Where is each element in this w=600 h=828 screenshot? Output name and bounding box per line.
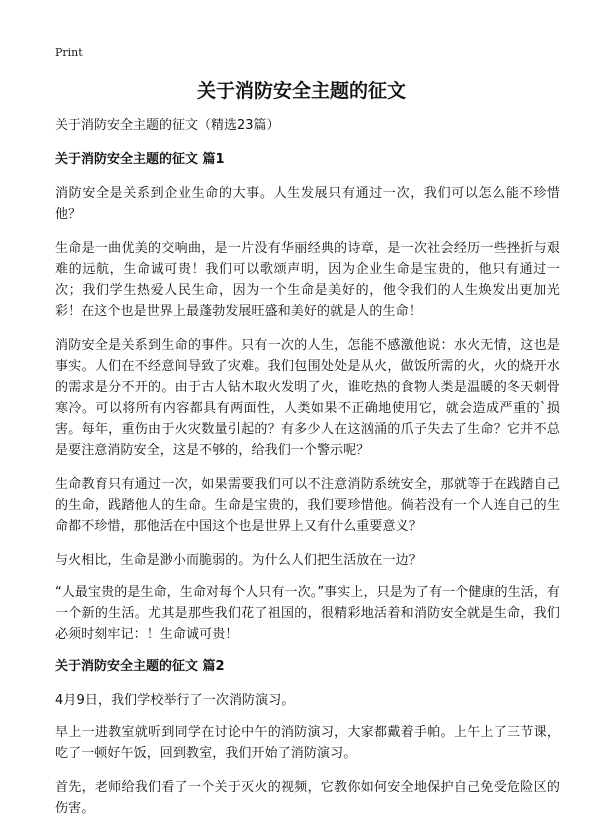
document-title: 关于消防安全主题的征文	[196, 80, 406, 102]
paragraph: 消防安全是关系到企业生命的大事。人生发展只有通过一次，我们可以怎么能不珍惜他？	[55, 186, 560, 222]
paragraph: 生命是一曲优美的交响曲，是一片没有华丽经典的诗章，是一次社会经历一些挫折与艰难的远航，生命诚可贵！我们可以歌颂声明，因为企业生命是宝贵的，他只有通过一次；我们学生热爱人民生命，因为一个生命是美好的，他令我们的人生焕发出更加光彩！在这个也是世界上最蓬勃发展旺盛和美好的就是人的生命！	[55, 241, 560, 319]
section-heading-2: 关于消防安全主题的征文 篇2	[55, 659, 225, 674]
paragraph: 首先，老师给我们看了一个关于灭火的视频，它教你如何安全地保护自己免受危险区的伤害。	[55, 780, 560, 816]
document-subtitle: 关于消防安全主题的征文（精选23篇）	[55, 118, 280, 133]
paragraph: 与火相比，生命是渺小而脆弱的。为什么人们把生活放在一边？	[55, 553, 422, 568]
paragraph: 4月9日，我们学校举行了一次消防演习。	[55, 693, 295, 708]
print-label: Print	[55, 46, 83, 59]
paragraph: 消防安全是关系到生命的事件。只有一次的人生，怎能不感激他说：水火无情，这也是事实。人们在不经意间导致了灾难。我们包围处处是从火，做饭所需的火，火的烧开水的需求是分不开的。由于古人钻木取火发明了火，谁吃热的食物人类是温暖的冬天刺骨寒冷。可以将所有内容都具有两面性，人类如果不正确地使用它，就会造成严重的`损害。每年，重伤由于火灾数量引起的？有多少人在这汹涌的爪子失去了生命？它并不总是要注意消防安全，这是不够的，给我们一个警示呢？	[55, 338, 560, 458]
paragraph: “人最宝贵的是生命，生命对每个人只有一次。”事实上，只是为了有一个健康的生活，有一个新的生活。尤其是那些我们花了祖国的，很精彩地活着和消防安全就是生命，我们必须时刻牢记：！生命诚可贵！	[55, 585, 560, 642]
paragraph: 生命教育只有通过一次，如果需要我们可以不注意消防系统安全，那就等于在践踏自己的生命，践踏他人的生命。生命是宝贵的，我们要珍惜他。倘若没有一个人连自己的生命都不珍惜，那他活在中国这个也是世界上又有什么重要意义？	[55, 477, 560, 534]
paragraph: 早上一进教室就听到同学在讨论中午的消防演习，大家都戴着手帕。上午上了三节课，吃了一顿好午饭，回到教室，我们开始了消防演习。	[55, 725, 560, 761]
section-heading-1: 关于消防安全主题的征文 篇1	[55, 152, 225, 167]
